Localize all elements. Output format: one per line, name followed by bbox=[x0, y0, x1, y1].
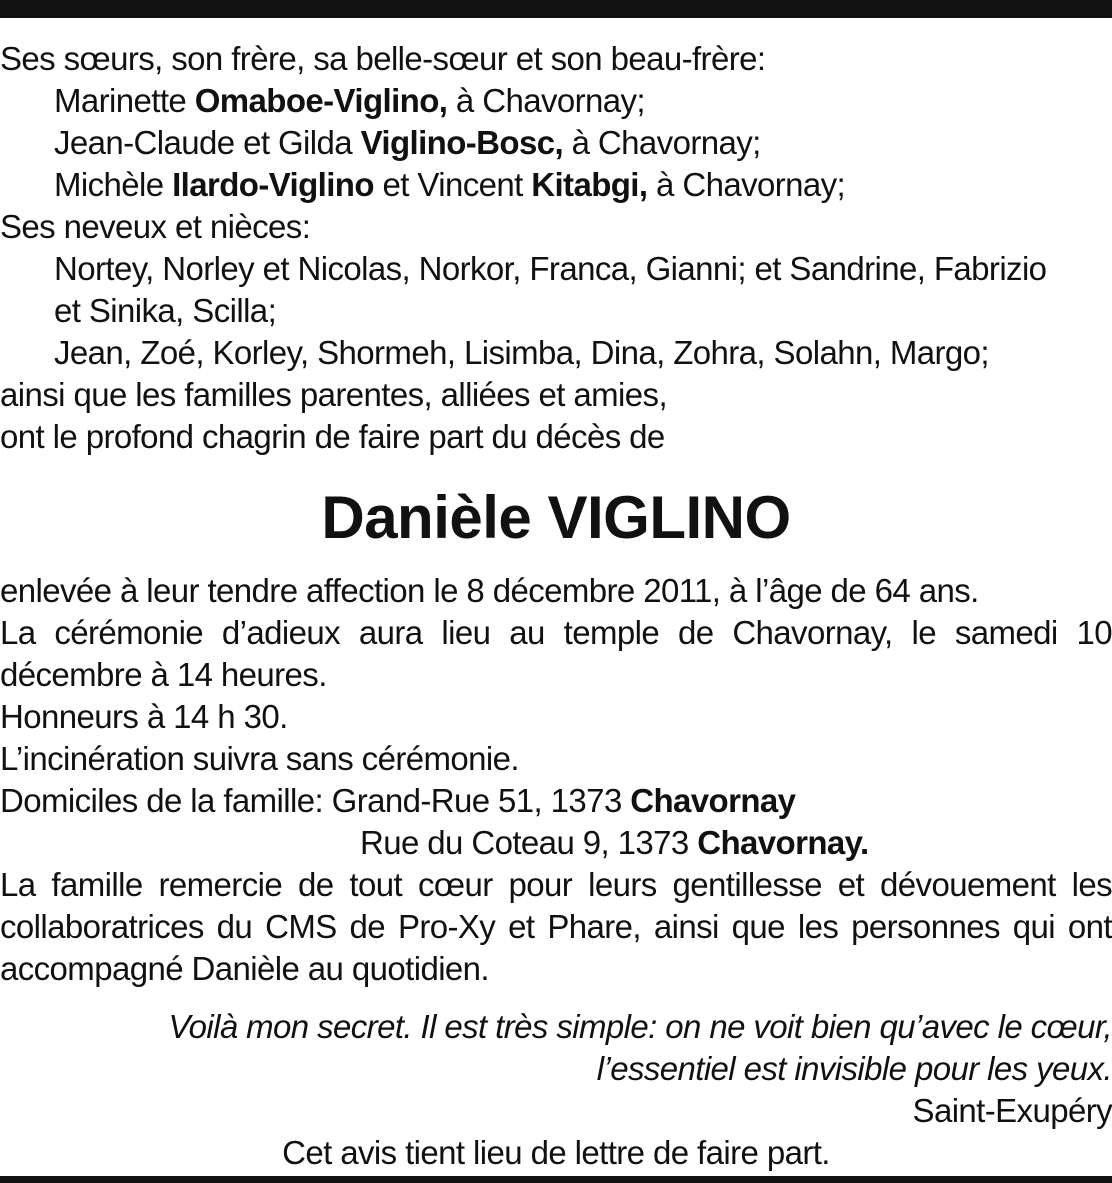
deceased-name: Danièle VIGLINO bbox=[321, 484, 791, 551]
quote-line: l’essentiel est invisible pour les yeux. bbox=[596, 1050, 1112, 1087]
sibling-surname: Omaboe-Viglino, bbox=[194, 82, 448, 119]
thanks-paragraph: La famille remercie de tout cœur pour leurs gentillesse et dévouement les collaboratrices du CMS de Pro-Xy et Phare, ainsi que les personnes qui ont accompagné Danièle au quotidien. bbox=[0, 866, 1112, 987]
sibling-partner: et Vincent bbox=[373, 166, 532, 203]
sibling-line bbox=[0, 122, 1112, 164]
sibling-partner-surname: Kitabgi, bbox=[531, 166, 648, 203]
cremation-line: L’incinération suivra sans cérémonie. bbox=[0, 740, 519, 777]
domicile-line bbox=[0, 822, 1112, 864]
domicile-line bbox=[0, 780, 1112, 822]
sibling-first-name: Marinette bbox=[54, 82, 195, 119]
address-street: Grand-Rue 51, 1373 bbox=[331, 782, 631, 819]
sibling-line bbox=[0, 80, 1112, 122]
bottom-rule bbox=[0, 1176, 1112, 1183]
closing-line: Cet avis tient lieu de lettre de faire part. bbox=[282, 1134, 830, 1171]
sibling-place: à Chavornay; bbox=[647, 166, 846, 203]
sibling-place: à Chavornay; bbox=[447, 82, 645, 119]
nephews-line: Nortey, Norley et Nicolas, Norkor, Franca, Gianni; et Sandrine, Fabrizio bbox=[54, 250, 1047, 287]
sibling-first-name: Michèle bbox=[54, 166, 173, 203]
sibling-surname: Ilardo-Viglino bbox=[172, 166, 374, 203]
sibling-surname: Viglino-Bosc, bbox=[360, 124, 564, 161]
top-rule bbox=[0, 0, 1112, 18]
ceremony-paragraph: La cérémonie d’adieux aura lieu au temple de Chavornay, le samedi 10 décembre à 14 heures. bbox=[0, 614, 1112, 693]
nephews-heading: Ses neveux et nièces: bbox=[0, 208, 311, 245]
sibling-place: à Chavornay; bbox=[563, 124, 761, 161]
sibling-first-name: Jean-Claude et Gilda bbox=[54, 124, 361, 161]
announcement-line: ont le profond chagrin de faire part du décès de bbox=[0, 418, 665, 455]
address-city: Chavornay. bbox=[697, 824, 869, 861]
nephews-line: et Sinika, Scilla; bbox=[54, 292, 277, 329]
siblings-heading: Ses sœurs, son frère, sa belle-sœur et son beau-frère: bbox=[0, 40, 766, 77]
quote-author: Saint-Exupéry bbox=[912, 1092, 1112, 1129]
taken-line: enlevée à leur tendre affection le 8 décembre 2011, à l’âge de 64 ans. bbox=[0, 572, 979, 609]
death-notice bbox=[0, 38, 1112, 1174]
quote-line: Voilà mon secret. Il est très simple: on ne voit bien qu’avec le cœur, bbox=[168, 1008, 1112, 1045]
nephews-line: Jean, Zoé, Korley, Shormeh, Lisimba, Dina, Zohra, Solahn, Margo; bbox=[54, 334, 989, 371]
families-line: ainsi que les familles parentes, alliées et amies, bbox=[0, 376, 668, 413]
address-city: Chavornay bbox=[630, 782, 796, 819]
address-street: Rue du Coteau 9, 1373 bbox=[360, 824, 698, 861]
domicile-label: Domiciles de la famille: bbox=[0, 782, 332, 819]
honours-line: Honneurs à 14 h 30. bbox=[0, 698, 288, 735]
sibling-line bbox=[0, 164, 1112, 206]
